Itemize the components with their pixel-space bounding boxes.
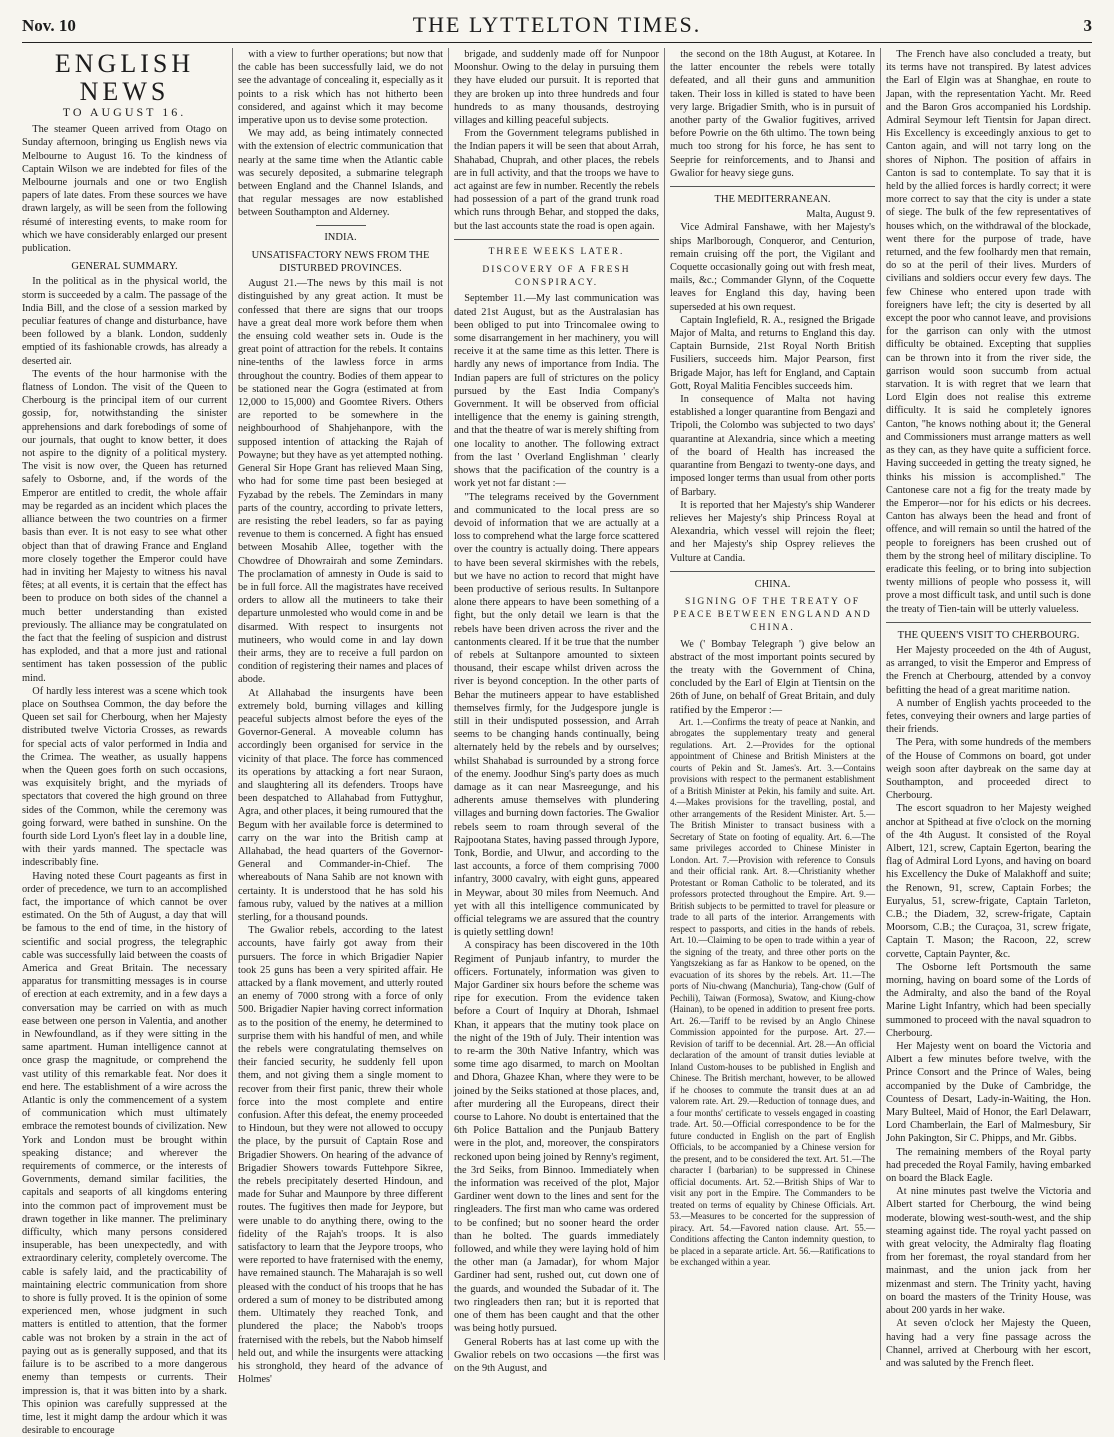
column-1 xyxy=(22,48,228,1437)
paragraph: At nine minutes past twelve the Victoria and Albert started for Cherbourg, the wind being moderate, blowing west-south-west, and the ship steaming against tide. The royal yacht passed on with great velocity, the Admiralty flag floating from her foremast, the royal standard from her mainmast, and the union jack from her mizenmast and stern. The Trinity yacht, having on board the masters of the Trinity House, was about 200 yards in her wake. xyxy=(886,1186,1091,1317)
paragraph: We may add, as being intimately connected with the extension of electric communication that nearly at the same time when the Atlantic cable was securely deposited, a submarine telegraph between England and the Channel Islands, and that regular messages are now established between Southampton and Alderney. xyxy=(238,128,443,219)
paragraph: Captain Inglefield, R. A., resigned the Brigade Major of Malta, and returns to England this day. Captain Burnside, 21st Royal North British Fusiliers, succeeds him. Major Pearson, first Brigade Major, has left for England, and Captain Gott, Royal Malitia Fencibles succeeds him. xyxy=(670,314,875,392)
paragraph: From the Government telegrams published in the Indian papers it will be seen that about Arrah, Shahabad, Chuprah, and other places, the rebels are in full activity, and that the troops we have to act against are few in number. Recently the rebels had possession of a part of the grand trunk road which runs through Behar, and stopped the daks, but the last accounts state the road is open again. xyxy=(454,128,659,232)
column-5 xyxy=(886,48,1091,1369)
paragraph: The Osborne left Portsmouth the same morning, having on board some of the Lords of the Admiralty, and also the band of the Royal Marine Light Infantry, which had been specially summoned to proceed with the naval squadron to Cherbourg. xyxy=(886,961,1091,1039)
divider xyxy=(454,239,659,240)
paragraph: Of hardly less interest was a scene which took place on Southsea Common, the day before the Queen set sail for Cherbourg, when her Majesty distributed twelve Victoria Crosses, as rewards for special acts of valor performed in India and the Crimea. The weather, as usually happens when the Queen goes forth on such occasions, was exquisitely bright, and the myriads of spectators that covered the high ground on three sides of the Common, while the ceremony was going forward, were bathed in sunshine. On the fourth side Lord Lyon's fleet lay in a double line, with their yards manned. The spectacle was indescribably fine. xyxy=(22,685,227,869)
paragraph: August 21.—The news by this mail is not distinguished by any great action. It must be confessed that there are signs that our troops have a great deal more work before them when the ensuing cold weather sets in. Oude is the great point of attraction for the rebels. It contains nine-tenths of the lawless force in arms throughout the country. Bodies of them appear to be stationed near the Gogra (estimated at from 12,000 to 15,000) and Goomtee Rivers. Others are reported to be somewhere in the neighbourhood of Shahjehanpore, with the supposed intention of attacking the Rajah of Powayne; but they have as yet attempted nothing. General Sir Hope Grant has relieved Maan Sing, who had for some time past been besieged at Fyzabad by the rebels. The Zemindars in many parts of the country, according to private letters, are resisting the rebel leaders, so far as paying revenue to them is concerned. A fight has ensued between Mosahib Allee, together with the Chowdree of Dhowrairah and some Zemindars. The proclamation of amnesty in Oude is said to be in full force. All the magistrates have received orders to allow all the mutineers to take their departure unmolested who would come in and be disarmed. With respect to insurgents not mutineers, who would come in and lay down their arms, they are to receive a full pardon on condition of registering their names and places of abode. xyxy=(238,278,443,686)
paragraph: with a view to further operations; but now that the cable has been successfully laid, we do not see the advantage of concealing it, especially as it points to a risk which has not hitherto been considered, and against which it may become imperative upon us to devise some protection. xyxy=(238,49,443,127)
paragraph: It is reported that her Majesty's ship Wanderer relieves her Majesty's ship Princess Royal at Alexandria, which vessel will rejoin the fleet; and her Majesty's ship Osprey relieves the Vulture at Candia. xyxy=(670,499,875,564)
paragraph: Her Majesty proceeded on the 4th of August, as arranged, to visit the Emperor and Empress of the French at Cherbourg, attended by a convoy befitting the head of a great maritime nation. xyxy=(886,644,1091,696)
issue-date: Nov. 10 xyxy=(22,16,76,35)
section-subtitle: DISCOVERY OF A FRESH CONSPIRACY. xyxy=(482,265,631,289)
paragraph: The remaining members of the Royal party had preceded the Royal Family, having embarked on board the Black Eagle. xyxy=(886,1146,1091,1185)
paragraph: September 11.—My last communication was dated 21st August, but as the Australasian has been obliged to put into Trincomalee owing to some disarrangement in her machinery, you will receive it at the same time as this letter. There is hardly any news of importance from India. The Indian papers are full of strictures on the policy pursued by the East India Company's Government. It will be observed from official intelligence that the enemy is gaining strength, and that the theatre of war is merely shifting from one locality to another. The following extract from the last ' Overland Englishman ' clearly shows that the pacification of the country is a work yet not far distant :— xyxy=(454,293,660,490)
paragraph: Her Majesty went on board the Victoria and Albert a few minutes before twelve, with the Prince Consort and the Prince of Wales, being accompanied by the Duke of Cambridge, the Countess of Desart, Lady-in-Waiting, the Hon. Mary Bulteel, Maid of Honor, the Earl Delawarr, Lord Chamberlain, the Earl of Malmesbury, Sir John Pakington, Sir C. Phipps, and Mr. Gibbs. xyxy=(886,1041,1091,1145)
paragraph: The Pera, with some hundreds of the members of the House of Commons on board, got under weigh soon after daybreak on the same day at Southampton, and proceeded direct to Cherbourg. xyxy=(886,737,1091,802)
paragraph: We (' Bombay Telegraph ') give below an abstract of the most important points secured by the treaty with the Government of China, concluded by the Earl of Elgin at Tientsin on the 26th of June, on behalf of Great Britain, and duly ratified by the Emperor :— xyxy=(670,638,875,716)
paragraph: In consequence of Malta not having established a longer quarantine from Bengazi and Tripoli, the Colombo was subjected to two days' quarantine at Alexandria, since which a meeting of the board of Health has increased the quarantine from Bengazi to twenty-one days, and imposed longer terms than usual from other ports of Barbary. xyxy=(670,394,875,498)
quoted-paragraph: "The telegrams received by the Government and communicated to the local press are so devoid of information that we are actually at a loss to comprehend what the large force scattered over the country is actually doing. There appears to have been several skirmishes with the rebels, but we have no action to record that might have been productive of serious results. In Sultanpore alone there appears to have been something of a fight, but the only detail we learn is that the rebels have been driven across the river and the cantonments cleared. If it be true that the number of rebels at Sultanpore amounted to sixteen thousand, their escape whilst driven across the river is beyond conception. In the other parts of Behar the mutineers appear to have established themselves firmly, for the Judgespore jungle is still in their undisputed possession, and Arrah seems to be changing hands continually, being alternately held by the rebels and by ourselves; whilst Shahabad is surrounded by a strong force of the enemy. Joodhur Sing's party does as much damage as it can near Masreegunge, and his adherents amuse themselves with plundering villages and burning down factories. The Gwalior rebels seem to roam through several of the Rajpootana States, having passed through Jypore, Tonk, Bordie, and Ulwur, and according to the last accounts, a force of them comprising 7000 infantry, 3000 cavalry, with eight guns, appeared in Meywar, about 30 miles from Neemuch. And yet with all this intelligence communicated by official telegrams we are assured that the country is quietly settling down! xyxy=(454,491,659,939)
newspaper-title: THE LYTTELTON TIMES. xyxy=(412,12,702,37)
section-title: GENERAL SUMMARY. xyxy=(71,261,178,273)
masthead-rule xyxy=(22,42,1092,43)
dateline: Malta, August 9. xyxy=(806,209,875,221)
page-number: 3 xyxy=(1083,16,1092,35)
column-3 xyxy=(454,48,660,1374)
section-title: THREE WEEKS LATER. xyxy=(488,246,625,257)
masthead xyxy=(22,10,1092,44)
divider xyxy=(670,571,875,572)
paragraph: The steamer Queen arrived from Otago on Sunday afternoon, bringing us English news via Melbourne to August 16. To the kindness of Captain Wilson we are indebted for files of the Melbourne journals and one or two English papers of late dates. From these sources we have drawn largely, as will be seen from the following résumé of interesting events, to make room for which we have considerably enlarged our present publication. xyxy=(22,124,227,255)
paragraph: The events of the hour harmonise with the flatness of London. The visit of the Queen to Cherbourg is the principal item of our current gossip, for, notwithstanding the sinister apprehensions and dark forebodings of some of our journals, that ought to know better, it does not aspire to the dignity of a political mystery. The visit is now over, the Queen has returned safely to Osborne, and, if the words of the Emperor are entitled to credit, the whole affair may be regarded as an incident which places the alliance between the two countries on a firmer basis than ever. It is not easy to see what other object than that of drawing France and England more closely together the Emperor could have had in inviting her Majesty to witness his naval fêtes; at all events, it is certain that the effect has been to produce on both sides of the channel a much better understanding than existed previously. The alliance may be congratulated on the fact that the feeling of suspicion and distrust has exploded, and that a more just and rational sentiment has taken possession of the public mind. xyxy=(22,368,227,684)
section-subtitle: UNSATISFACTORY NEWS FROM THE DISTURBED PROVINCES. xyxy=(251,249,430,275)
paragraph: In the political as in the physical world, the storm is succeeded by a calm. The passage of the India Bill, and the close of a session marked by peculiar features of change and disturbance, have been followed by a blank. London, suddenly emptied of its fashionable crowds, has already a deserted air. xyxy=(22,276,227,367)
paragraph: Vice Admiral Fanshawe, with her Majesty's ships Marlborough, Conqueror, and Centurion, remain cruising off the port, the Vigilant and Coquette occasionally going out with fresh meat, mails, &c.; Commander Glynn, of the Coquette leaves for England this day, having been superseded at his own request. xyxy=(670,222,875,313)
paragraph: The French have also concluded a treaty, but its terms have not transpired. By latest advices the Earl of Elgin was at Shanghae, en route to Japan, with the representation Yacht. Mr. Reed and the Baron Gros accompanied his Lordship. Admiral Seymour left Tientsin for Japan direct. His Excellency is exceedingly anxious to get to Canton again, and will not tarry long on the shores of Niphon. The position of affairs in Canton is sad to contemplate. To say that it is held by the allied forces is hardly correct; it were more correct to say that the city is under a state of siege. The bulk of the few representatives of houses which, on the withdrawal of the blockade, went there for the purpose of trade, have returned, and the few foolhardy men that remain, do so at the peril of their lives. Murders of civilians and soldiers occur every few days. The few Chinese who entered upon trade with foreigners have left; the city is deserted by all except the poor who cannot leave, and provisions for the garrison can only with the utmost difficulty be obtained. Excepting that supplies can be thrown into it from the river side, the garrison would soon succumb from actual starvation. It is with regret that we learn that Lord Elgin does not realise this extreme difficulty. It is said he completely ignores Canton, "he knows nothing about it; the General and Commissioners must arrange matters as well as they can, as they have quite a sufficient force. Having succeeded in getting the treaty signed, he thinks his mission is accomplished." The Cantonese care not a fig for the treaty made by the Emperor—nor for his edicts or his decrees. Canton has always been the head and front of offence, and will remain so until the hatred of the people to foreigners has been crushed out of them by the strong heel of military discipline. To eradicate this feeling, or to bring into subjection twenty millions of people who possess it, will prove a most difficult task, and until such is done the treaty of Tien-tain will be utterly valueless. xyxy=(886,49,1091,615)
paragraph: the second on the 18th August, at Kotaree. In the latter encounter the rebels were totally defeated, and all their guns and ammunition taken. Their loss in killed is stated to have been very large. Brigadier Smith, who is in pursuit of another party of the Gwalior fugitives, arrived before Powrie on the 6th ultimo. The town being much too strong for his force, he has sent to Seeprie for reinforcements, and to Jhansi and Gwalior for heavy siege guns. xyxy=(670,49,875,179)
divider xyxy=(316,225,366,226)
paragraph: A number of English yachts proceeded to the fetes, conveying their owners and large parties of their friends. xyxy=(886,697,1091,736)
section-title: THE MEDITERRANEAN. xyxy=(714,194,831,206)
section-title: INDIA. xyxy=(324,231,357,243)
column-2 xyxy=(238,48,443,1386)
paragraph: At seven o'clock her Majesty the Queen, having had a very fine passage across the Channel, arrived at Cherbourg with her escort, and was saluted by the French fleet. xyxy=(886,1318,1091,1369)
section-title: CHINA. xyxy=(754,578,791,590)
paragraph: Having noted these Court pageants as first in order of precedence, we turn to an accomplished fact, the importance of which cannot be over estimated. On the 5th of August, a day that will be famous to the end of time, in the history of scientific and social progress, the telegraphic cable was successfully laid between the coasts of America and Great Britain. The necessary apparatus for transmitting messages is in course of erection at each extremity, and in a few days a conversation may be carried on with as much ease between one person in Valentia, and another in Newfoundland, as if they were sitting in the same apartment. Human intelligence cannot at once grasp the magnitude, or comprehend the vast utility of this remarkable feat. Nor does it end here. The establishment of a wire across the Atlantic is only the commencement of a system of communication which must ultimately embrace the remotest bounds of civilization. New York and London must be brought within speaking distance; and wherever the requirements of commerce, or the interests of Governments, demand similar facilities, the capitals and seaports of all kingdoms entering into the common pact of improvement must be drawn together in like manner. The preliminary difficulty, which many persons considered insuperable, has been unexpectedly, and with extraordinary celerity, completely overcome. The cable is safely laid, and the practicability of maintaining electric communication from shore to shore is fully proved. It is the opinion of some experienced men, whose judgment in such matters is entitled to attention, that the former cable was not broken by a strain in the act of paying out as is generally supposed, and that its failure is to be ascribed to a more dangerous enemy than tempests or currents. Their impression is, that it was bitten into by a shark. This opinion was carefully suppressed at the time, lest it might damp the ardour which it was desirable to encourage xyxy=(22,870,228,1437)
columns xyxy=(22,48,1092,1437)
english-news-headline: ENGLISH NEWS xyxy=(54,49,195,106)
paragraph: At Allahabad the insurgents have been extremely bold, burning villages and killing peaceful subjects almost before the eyes of the Governor-General. A moveable column has accordingly been organised for service in the vicinity of that place. The force has commenced its operations by attacking a fort near Suraon, and slaughtering all its defenders. Troops have been despatched to Allahabad from Futtyghur, Agra, and other places, it being rumoured that the Begum with her available force is determined to carry on the war into the British camp at Allahabad, the head quarters of the Governor-General and Commander-in-Chief. The whereabouts of Nana Sahib are not known with certainty. It is understood that he has sold his famous ruby, valued by the natives at a million sterling, for a thousand pounds. xyxy=(238,687,443,923)
divider xyxy=(670,186,875,187)
treaty-articles: Art. 1.—Confirms the treaty of peace at Nankin, and abrogates the supplementary treaty and general regulations. Art. 2.—Provides for the optional appointment of Chinese and British Ministers at the courts of Pekin and St. James's. Art. 3.—Contains provisions with respect to the permanent establishment of a British Minister at Pekin, his family and suite. Art. 4.—Makes provisions for the travelling, postal, and other arrangements of the Resident Minister. Art. 5.—The British Minister to transact business with a Secretary of State on footing of equality. Art. 6.—The same privileges accorded to Chinese Minister in London. Art. 7.—Provision with reference to Consuls and their official rank. Art. 8.—Christianity whether Protestant or Roman Catholic to be tolerated, and its professors protected throughout the Empire. Art. 9.—British subjects to be permitted to travel for pleasure or trade to all parts of the interior. Arrangements with respect to passports, and cities in the hands of rebels. Art. 10.—Claiming to be open to trade within a year of the signing of the treaty, and three other ports on the Yangtszekiang as far as Hankow to be opened, on the evacuation of its shores by the rebels. Art. 11.—The ports of Niu-chwang (Manchuria), Tang-chow (Gulf of Pechili), Taiwan (Formosa), Swatow, and Kiung-chow (Hainan), to be opened in addition to present free ports. Art. 26.—Tariff to be revised by an Anglo Chinese Commission appointed for the purpose. Art. 27.—Revision of tariff to be decennial. Art. 28.—An official declaration of the amount of transit duties leviable at Inland Custom-houses to be published in English and Chinese. The British merchant, however, to be allowed if he chooses to commute the transit dues at an ad valorem rate. Art. 29.—Reduction of tonnage dues, and a four months' certificate to vessels engaged in coasting trade. Art. 50.—Official correspondence to be for the future conducted in English on the part of English Officials, to be accompanied by a Chinese version for the present, and to be considered the text. Art. 51.—The character I (barbarian) to be suppressed in Chinese official documents. Art. 52.—British Ships of War to visit any port in the Empire. The Commanders to be treated on terms of equality by Chinese Officials. Art. 53.—Measures to be concerted for the suppression of piracy. Art. 54.—Favored nation clause. Art. 55.—Conditions affecting the Canton indemnity question, to be placed in a separate article. Art. 56.—Ratifications to be exchanged within a year. xyxy=(670,716,875,1268)
column-4 xyxy=(670,48,875,1360)
divider xyxy=(886,622,1091,623)
paragraph: The escort squadron to her Majesty weighed anchor at Spithead at five o'clock on the morning of the 4th August. It consisted of the Royal Albert, 121, screw, Captain Egerton, bearing the flag of Admiral Lord Lyons, and having on board his Excellency the Duke of Malakhoff and suite; the Renown, 91, screw, Captain Forbes; the Euryalus, 51, screw-frigate, Captain Tarleton, C.B.; the Diadem, 32, screw-frigate, Captain Moorsom, C.B.; the Curaçoa, 31, screw frigate, Captain T. Mason; the Racoon, 22, screw corvette, Captain Paynter, &c. xyxy=(886,803,1091,960)
paragraph: The Gwalior rebels, according to the latest accounts, have fairly got away from their pursuers. The force in which Brigadier Napier took 25 guns has been a very spirited affair. He attacked by a flank movement, and utterly routed an enemy of 7000 strong with a force of only 500. Brigadier Napier having correct information as to the position of the enemy, he determined to surprise them with his handful of men, and while the rebels were congratulating themselves on their fancied security, he suddenly fell upon them, and not giving them a single moment to recover from their first panic, threw their whole force into the most complete and entire confusion. After this defeat, the enemy proceeded to Hindoun, but they were not allowed to occupy the place, by the pursuit of Captain Rose and Brigadier Showers. On hearing of the advance of Brigadier Showers towards Futtehpore Sikree, the rebels precipitately deserted Hindoun, and made for Suhar and Maunpore by three different routes. The fugitives then made for Jeypore, but were unable to do anything there, owing to the fidelity of the Rajah's troops. It is also satisfactory to learn that the Jeypore troops, who were reported to have fraternised with the enemy, have remained staunch. The Maharajah is so well pleased with the conduct of his troops that he has ordered a sum of money to be distributed among them. Ultimately they reached Tonk, and plundered the place; the Nabob's troops fraternised with the rebels, but the Nabob himself held out, and while the insurgents were attacking his stronghold, they heard of the advance of Holmes' xyxy=(238,925,443,1386)
paragraph: A conspiracy has been discovered in the 10th Regiment of Punjaub infantry, to murder the officers. Fortunately, information was given to Major Gardiner six hours before the scheme was ripe for execution. From the evidence taken before a Court of Inquiry at Dhorah, Ishmael Khan, it appears that the mutiny took place on the night of the 19th of July. Their intention was to re-arm the 30th Native Infantry, which was some time ago disarmed, to march on Mooltan and Dhora, Ghazee Khan, where they were to be joined by the Seiks stationed at those places, and, after murdering all the Europeans, direct their course to Lahore. No doubt is entertained that the 6th Police Battalion and the Punjaub Battery were in the plot, and, moreover, the conspirators reckoned upon being joined by Renny's regiment, the 3rd Seiks, from Binnoo. Immediately when the information was received of the plot, Major Gardiner went down to the lines and sent for the ringleaders. The first man who came was ordered to be confined; but no sooner heard the order than he bolted. The guards immediately followed, and while they were laying hold of him the other man (a Jamadar), for whom Major Gardiner had sent, rushed out, cut down one of the guards, and wounded the Subadar of it. The two ringleaders then ran; but it is reported that one of them has been caught and that the other was being hotly pursued. xyxy=(454,940,659,1335)
section-subtitle: SIGNING OF THE TREATY OF PEACE BETWEEN ENGLAND AND CHINA. xyxy=(673,596,872,634)
section-title: THE QUEEN'S VISIT TO CHERBOURG. xyxy=(897,629,1080,641)
paragraph: General Roberts has at last come up with the Gwalior rebels on two occasions —the first was on the 9th August, and xyxy=(454,1336,659,1374)
paragraph: brigade, and suddenly made off for Nunpoor Moonshur. Owing to the delay in pursuing them they have eluded our pursuit. It is reported that they are broken up into three hundreds and four hundreds to as many thousands, destroying villages and killing peaceful subjects. xyxy=(454,49,659,127)
english-news-subhead: TO AUGUST 16. xyxy=(62,105,187,119)
